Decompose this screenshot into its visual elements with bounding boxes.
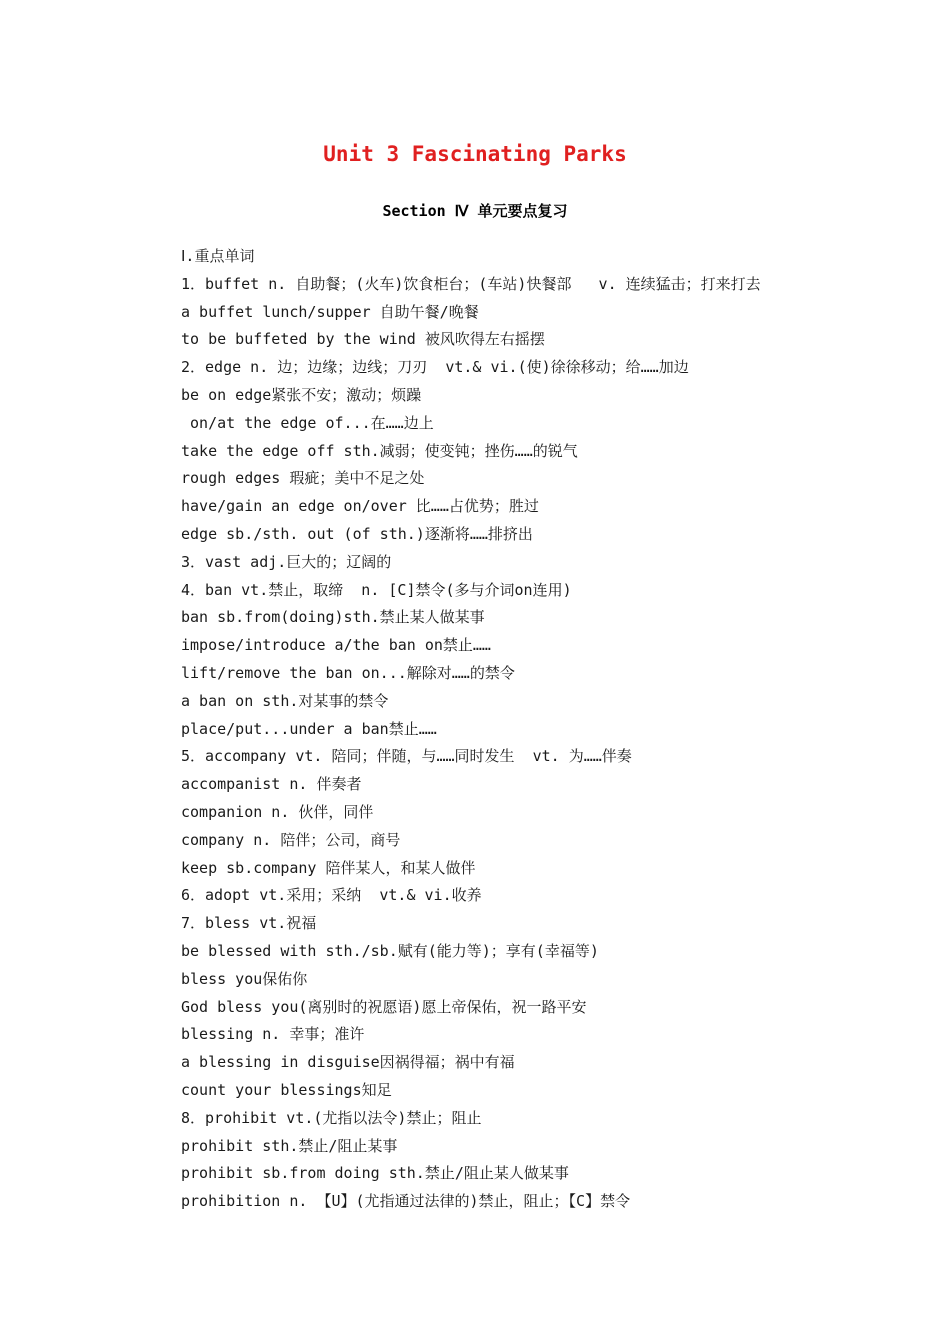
page-title: Unit 3 Fascinating Parks [323, 142, 627, 166]
list-item: accompanist n. 伴奏者 [181, 775, 362, 794]
list-item: 5．accompany vt. 陪同；伴随，与……同时发生 vt. 为……伴奏 [181, 747, 632, 766]
list-item: be blessed with sth./sb.赋有(能力等)；享有(幸福等) [181, 941, 599, 960]
list-item: to be buffeted by the wind 被风吹得左右摇摆 [181, 330, 545, 349]
vocabulary-list [181, 243, 881, 1216]
list-item: a buffet lunch/supper 自助午餐/晚餐 [181, 302, 479, 321]
list-item: place/put...under a ban禁止…… [181, 719, 437, 738]
list-item: count your blessings知足 [181, 1080, 392, 1099]
list-item: take the edge off sth.减弱；使变钝；挫伤……的锐气 [181, 441, 578, 460]
list-item: rough edges 瑕疵；美中不足之处 [181, 469, 425, 488]
list-item: company n. 陪伴；公司，商号 [181, 830, 401, 849]
list-item: ban sb.from(doing)sth.禁止某人做某事 [181, 608, 485, 627]
list-item: bless you保佑你 [181, 969, 308, 988]
list-item: be on edge紧张不安；激动；烦躁 [181, 385, 422, 404]
list-item: blessing n. 幸事；准许 [181, 1025, 365, 1044]
section-subtitle: Section Ⅳ 单元要点复习 [382, 202, 568, 220]
list-item: have/gain an edge on/over 比……占优势；胜过 [181, 497, 539, 516]
list-item: 1．buffet n. 自助餐；(火车)饮食柜台；(车站)快餐部 v. 连续猛击；打来打去 [181, 274, 761, 293]
list-item: companion n. 伙伴，同伴 [181, 802, 374, 821]
list-item: prohibition n. 【U】(尤指通过法律的)禁止，阻止；【C】禁令 [181, 1192, 631, 1211]
list-item: a ban on sth.对某事的禁令 [181, 691, 389, 710]
list-item: 3．vast adj.巨大的；辽阔的 [181, 552, 392, 571]
list-item: 8．prohibit vt.(尤指以法令)禁止；阻止 [181, 1108, 482, 1127]
list-item: on/at the edge of...在……边上 [181, 413, 434, 432]
list-item: 6．adopt vt.采用；采纳 vt.& vi.收养 [181, 886, 482, 905]
list-item: 7．bless vt.祝福 [181, 914, 317, 933]
list-item: impose/introduce a/the ban on禁止…… [181, 636, 491, 655]
list-item: keep sb.company 陪伴某人，和某人做伴 [181, 858, 476, 877]
list-item: lift/remove the ban on...解除对……的禁令 [181, 663, 515, 682]
list-item: a blessing in disguise因祸得福；祸中有福 [181, 1053, 515, 1072]
list-item: prohibit sb.from doing sth.禁止/阻止某人做某事 [181, 1164, 569, 1183]
list-item: 2．edge n. 边；边缘；边线；刀刃 vt.& vi.(使)徐徐移动；给……加边 [181, 358, 689, 377]
section-heading: Ⅰ.重点单词 [181, 247, 255, 265]
list-item: prohibit sth.禁止/阻止某事 [181, 1136, 398, 1155]
list-item: 4．ban vt.禁止，取缔 n. [C]禁令(多与介词on连用) [181, 580, 572, 599]
list-item: God bless you(离别时的祝愿语)愿上帝保佑，祝一路平安 [181, 997, 587, 1016]
list-item: edge sb./sth. out (of sth.)逐渐将……排挤出 [181, 524, 533, 543]
